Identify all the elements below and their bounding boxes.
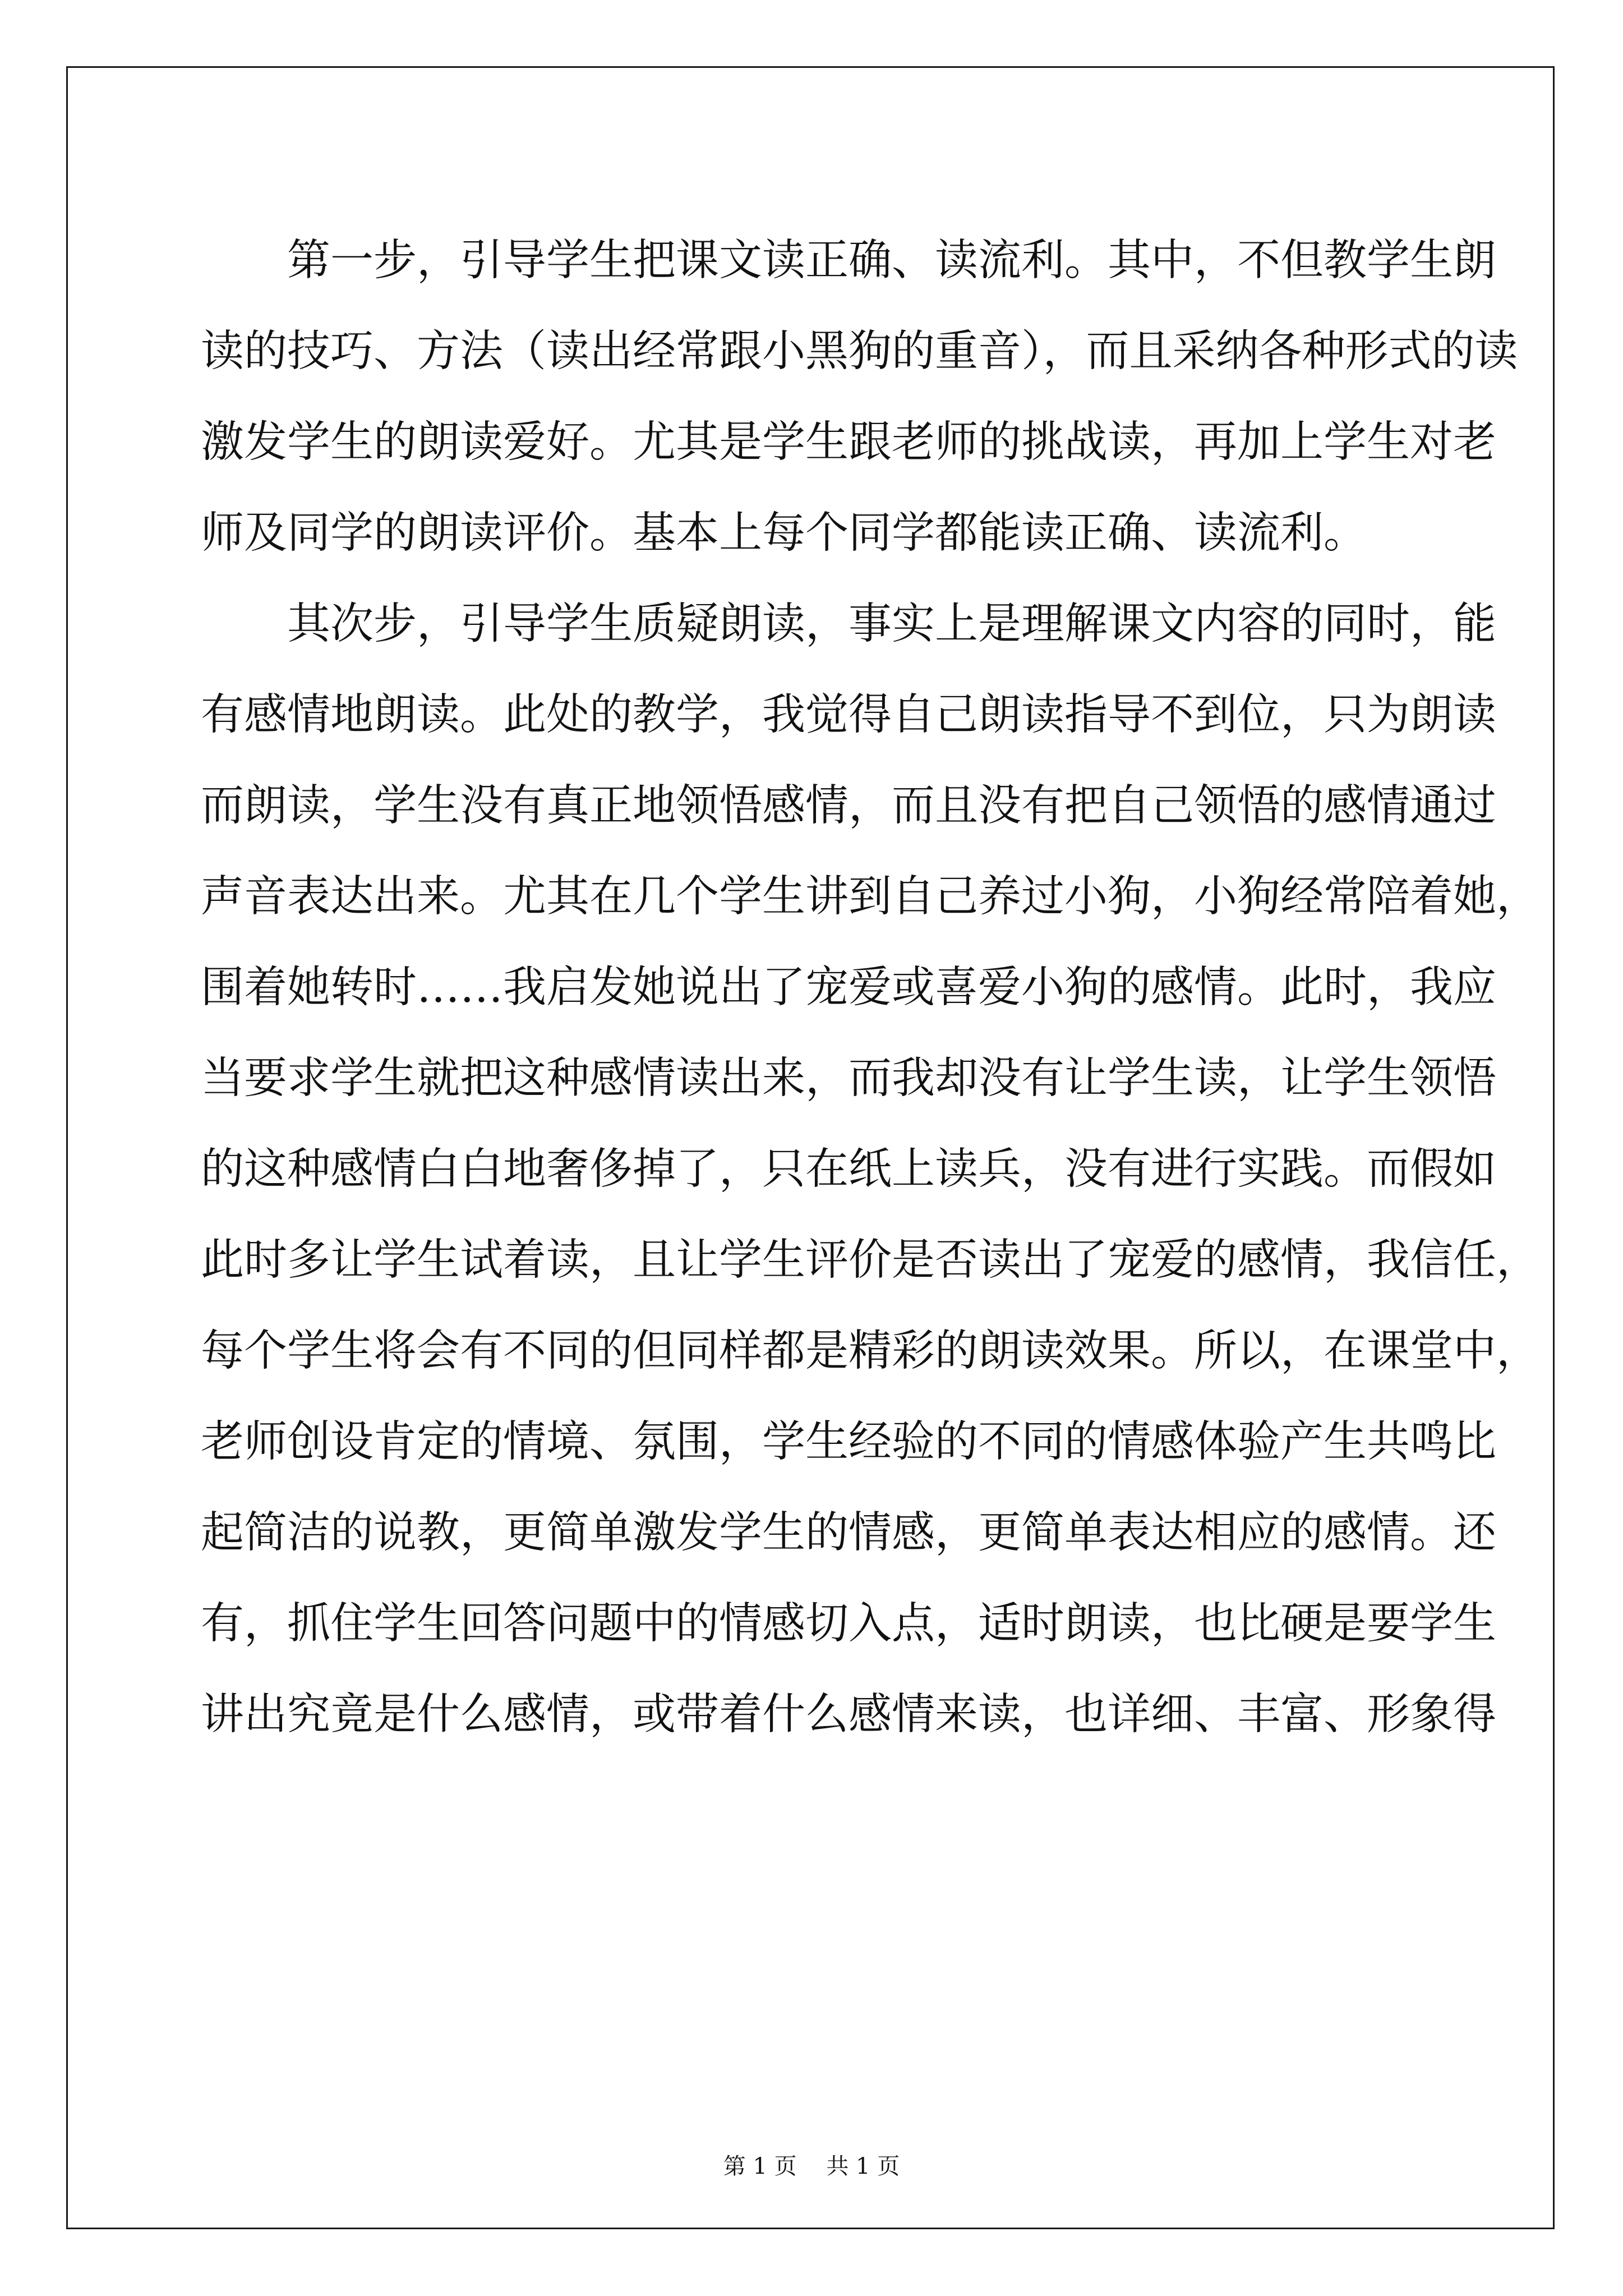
text-line: 老师创设肯定的情境、氛围，学生经验的不同的情感体验产生共鸣比	[201, 1417, 1496, 1467]
text-line: 有感情地朗读。此处的教学，我觉得自己朗读指导不到位，只为朗读	[201, 690, 1496, 740]
text-line: 读的技巧、方法（读出经常跟小黑狗的重音），而且采纳各种形式的读	[201, 326, 1518, 376]
text-line: 其次步，引导学生质疑朗读，事实上是理解课文内容的同时，能	[201, 599, 1496, 649]
page-footer: 第 1 页 共 1 页	[723, 2154, 900, 2179]
text-line: 的这种感情白白地奢侈掉了，只在纸上读兵，没有进行实践。而假如	[201, 1144, 1496, 1194]
text-line: 围着她转时……我启发她说出了宠爱或喜爱小狗的感情。此时，我应	[201, 963, 1496, 1013]
document-body	[201, 215, 1539, 1760]
text-line: 有，抓住学生回答问题中的情感切入点，适时朗读，也比硬是要学生	[201, 1599, 1496, 1649]
text-line: 起简洁的说教，更简单激发学生的情感，更简单表达相应的感情。还	[201, 1508, 1496, 1558]
text-line: 第一步，引导学生把课文读正确、读流利。其中，不但教学生朗	[201, 236, 1496, 286]
text-line: 讲出究竟是什么感情，或带着什么感情来读，也详细、丰富、形象得	[201, 1690, 1496, 1740]
text-line: 声音表达出来。尤其在几个学生讲到自己养过小狗，小狗经常陪着她，	[201, 872, 1539, 922]
text-line: 此时多让学生试着读，且让学生评价是否读出了宠爱的感情，我信任，	[201, 1235, 1539, 1285]
text-line: 激发学生的朗读爱好。尤其是学生跟老师的挑战读，再加上学生对老	[201, 417, 1496, 467]
text-line: 而朗读，学生没有真正地领悟感情，而且没有把自己领悟的感情通过	[201, 781, 1496, 831]
text-line: 每个学生将会有不同的但同样都是精彩的朗读效果。所以，在课堂中，	[201, 1326, 1539, 1376]
text-line: 当要求学生就把这种感情读出来，而我却没有让学生读，让学生领悟	[201, 1053, 1496, 1103]
text-line: 师及同学的朗读评价。基本上每个同学都能读正确、读流利。	[201, 508, 1367, 558]
